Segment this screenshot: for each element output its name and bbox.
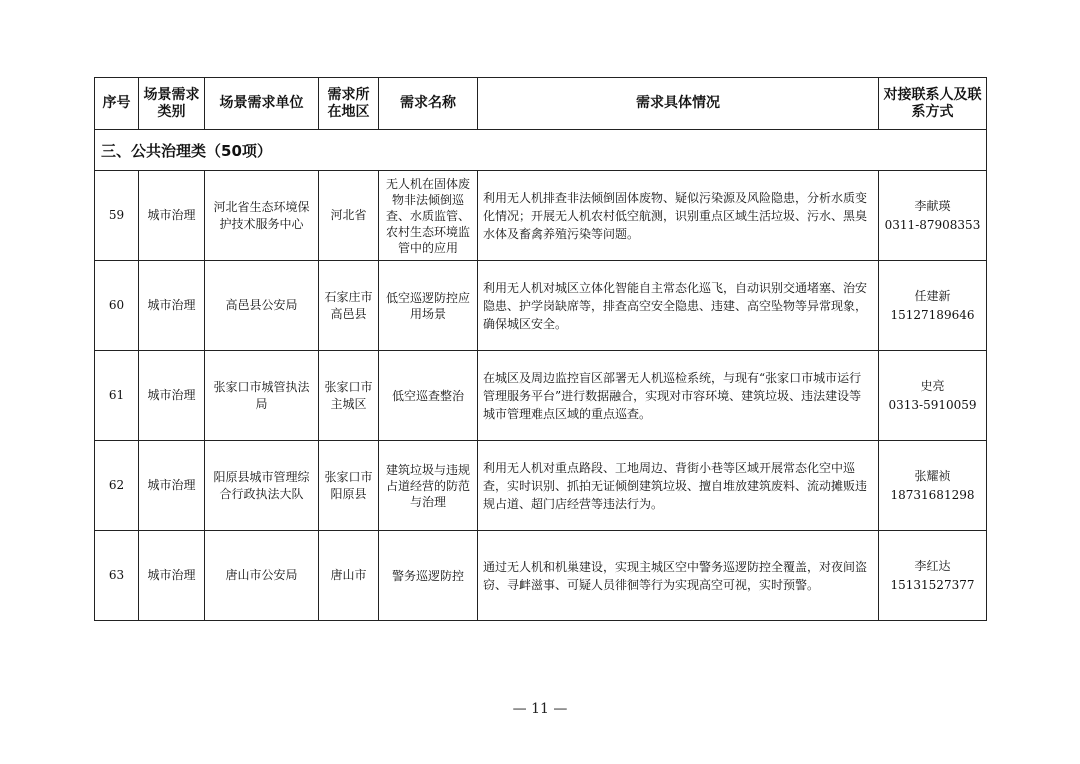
- row-seq: 59: [95, 171, 139, 261]
- page-number: — 11 —: [512, 701, 568, 717]
- row-unit: 河北省生态环境保护技术服务中心: [205, 171, 319, 261]
- header-detail: 需求具体情况: [478, 78, 879, 130]
- contact-name: 李献瑛: [914, 198, 951, 213]
- row-detail: 利用无人机对重点路段、工地周边、背街小巷等区域开展常态化空中巡查，实时识别、抓拍无证倾倒建筑垃圾、擅自堆放建筑废料、流动摊贩违规占道、超门店经营等违法行为。: [478, 441, 879, 531]
- row-seq: 61: [95, 351, 139, 441]
- scenario-demand-table: [94, 77, 987, 621]
- row-seq: 63: [95, 531, 139, 621]
- header-category: 场景需求类别: [139, 78, 205, 130]
- header-contact: 对接联系人及联系方式: [879, 78, 987, 130]
- contact-name: 任建新: [914, 288, 951, 303]
- row-detail: 利用无人机排查非法倾倒固体废物、疑似污染源及风险隐患，分析水质变化情况；开展无人机农村低空航测，识别重点区域生活垃圾、污水、黑臭水体及畜禽养殖污染等问题。: [478, 171, 879, 261]
- row-contact: [879, 441, 987, 531]
- contact-name: 史亮: [920, 378, 945, 393]
- row-contact: [879, 261, 987, 351]
- table-header-row: [95, 78, 987, 130]
- contact-name: 李红达: [914, 558, 951, 573]
- header-seq: 序号: [95, 78, 139, 130]
- table-row: [95, 351, 987, 441]
- row-region: 河北省: [319, 171, 379, 261]
- row-category: 城市治理: [139, 441, 205, 531]
- section-title: 三、公共治理类（50项）: [95, 130, 987, 171]
- row-demand-name: 建筑垃圾与违规占道经营的防范与治理: [379, 441, 478, 531]
- row-category: 城市治理: [139, 261, 205, 351]
- row-category: 城市治理: [139, 171, 205, 261]
- contact-name: 张耀祯: [914, 468, 951, 483]
- row-region: 唐山市: [319, 531, 379, 621]
- row-demand-name: 低空巡逻防控应用场景: [379, 261, 478, 351]
- row-category: 城市治理: [139, 531, 205, 621]
- contact-phone: 0311-87908353: [884, 217, 981, 232]
- row-unit: 高邑县公安局: [205, 261, 319, 351]
- row-unit: 张家口市城管执法局: [205, 351, 319, 441]
- row-contact: [879, 351, 987, 441]
- row-detail: 通过无人机和机巢建设，实现主城区空中警务巡逻防控全覆盖，对夜间盗窃、寻衅滋事、可疑人员徘徊等行为实现高空可视，实时预警。: [478, 531, 879, 621]
- row-demand-name: 无人机在固体废物非法倾倒巡查、水质监管、农村生态环境监管中的应用: [379, 171, 478, 261]
- section-row: [95, 130, 987, 171]
- header-unit: 场景需求单位: [205, 78, 319, 130]
- row-region: 张家口市阳原县: [319, 441, 379, 531]
- contact-phone: 15131527377: [890, 577, 975, 592]
- contact-phone: 15127189646: [890, 307, 975, 322]
- table-row: [95, 171, 987, 261]
- row-region: 张家口市主城区: [319, 351, 379, 441]
- table-row: [95, 441, 987, 531]
- row-demand-name: 低空巡查整治: [379, 351, 478, 441]
- contact-phone: 18731681298: [890, 487, 975, 502]
- row-seq: 62: [95, 441, 139, 531]
- row-detail: 在城区及周边监控盲区部署无人机巡检系统，与现有“张家口市城市运行管理服务平台”进行数据融合，实现对市容环境、建筑垃圾、违法建设等城市管理难点区域的重点巡查。: [478, 351, 879, 441]
- row-unit: 阳原县城市管理综合行政执法大队: [205, 441, 319, 531]
- table-row: [95, 261, 987, 351]
- row-detail: 利用无人机对城区立体化智能自主常态化巡飞，自动识别交通堵塞、治安隐患、护学岗缺席等，排查高空安全隐患、违建、高空坠物等异常现象，确保城区安全。: [478, 261, 879, 351]
- row-unit: 唐山市公安局: [205, 531, 319, 621]
- table-row: [95, 531, 987, 621]
- row-demand-name: 警务巡逻防控: [379, 531, 478, 621]
- row-seq: 60: [95, 261, 139, 351]
- row-region: 石家庄市高邑县: [319, 261, 379, 351]
- row-contact: [879, 531, 987, 621]
- row-contact: [879, 171, 987, 261]
- contact-phone: 0313-5910059: [888, 397, 977, 412]
- row-category: 城市治理: [139, 351, 205, 441]
- header-region: 需求所在地区: [319, 78, 379, 130]
- header-name: 需求名称: [379, 78, 478, 130]
